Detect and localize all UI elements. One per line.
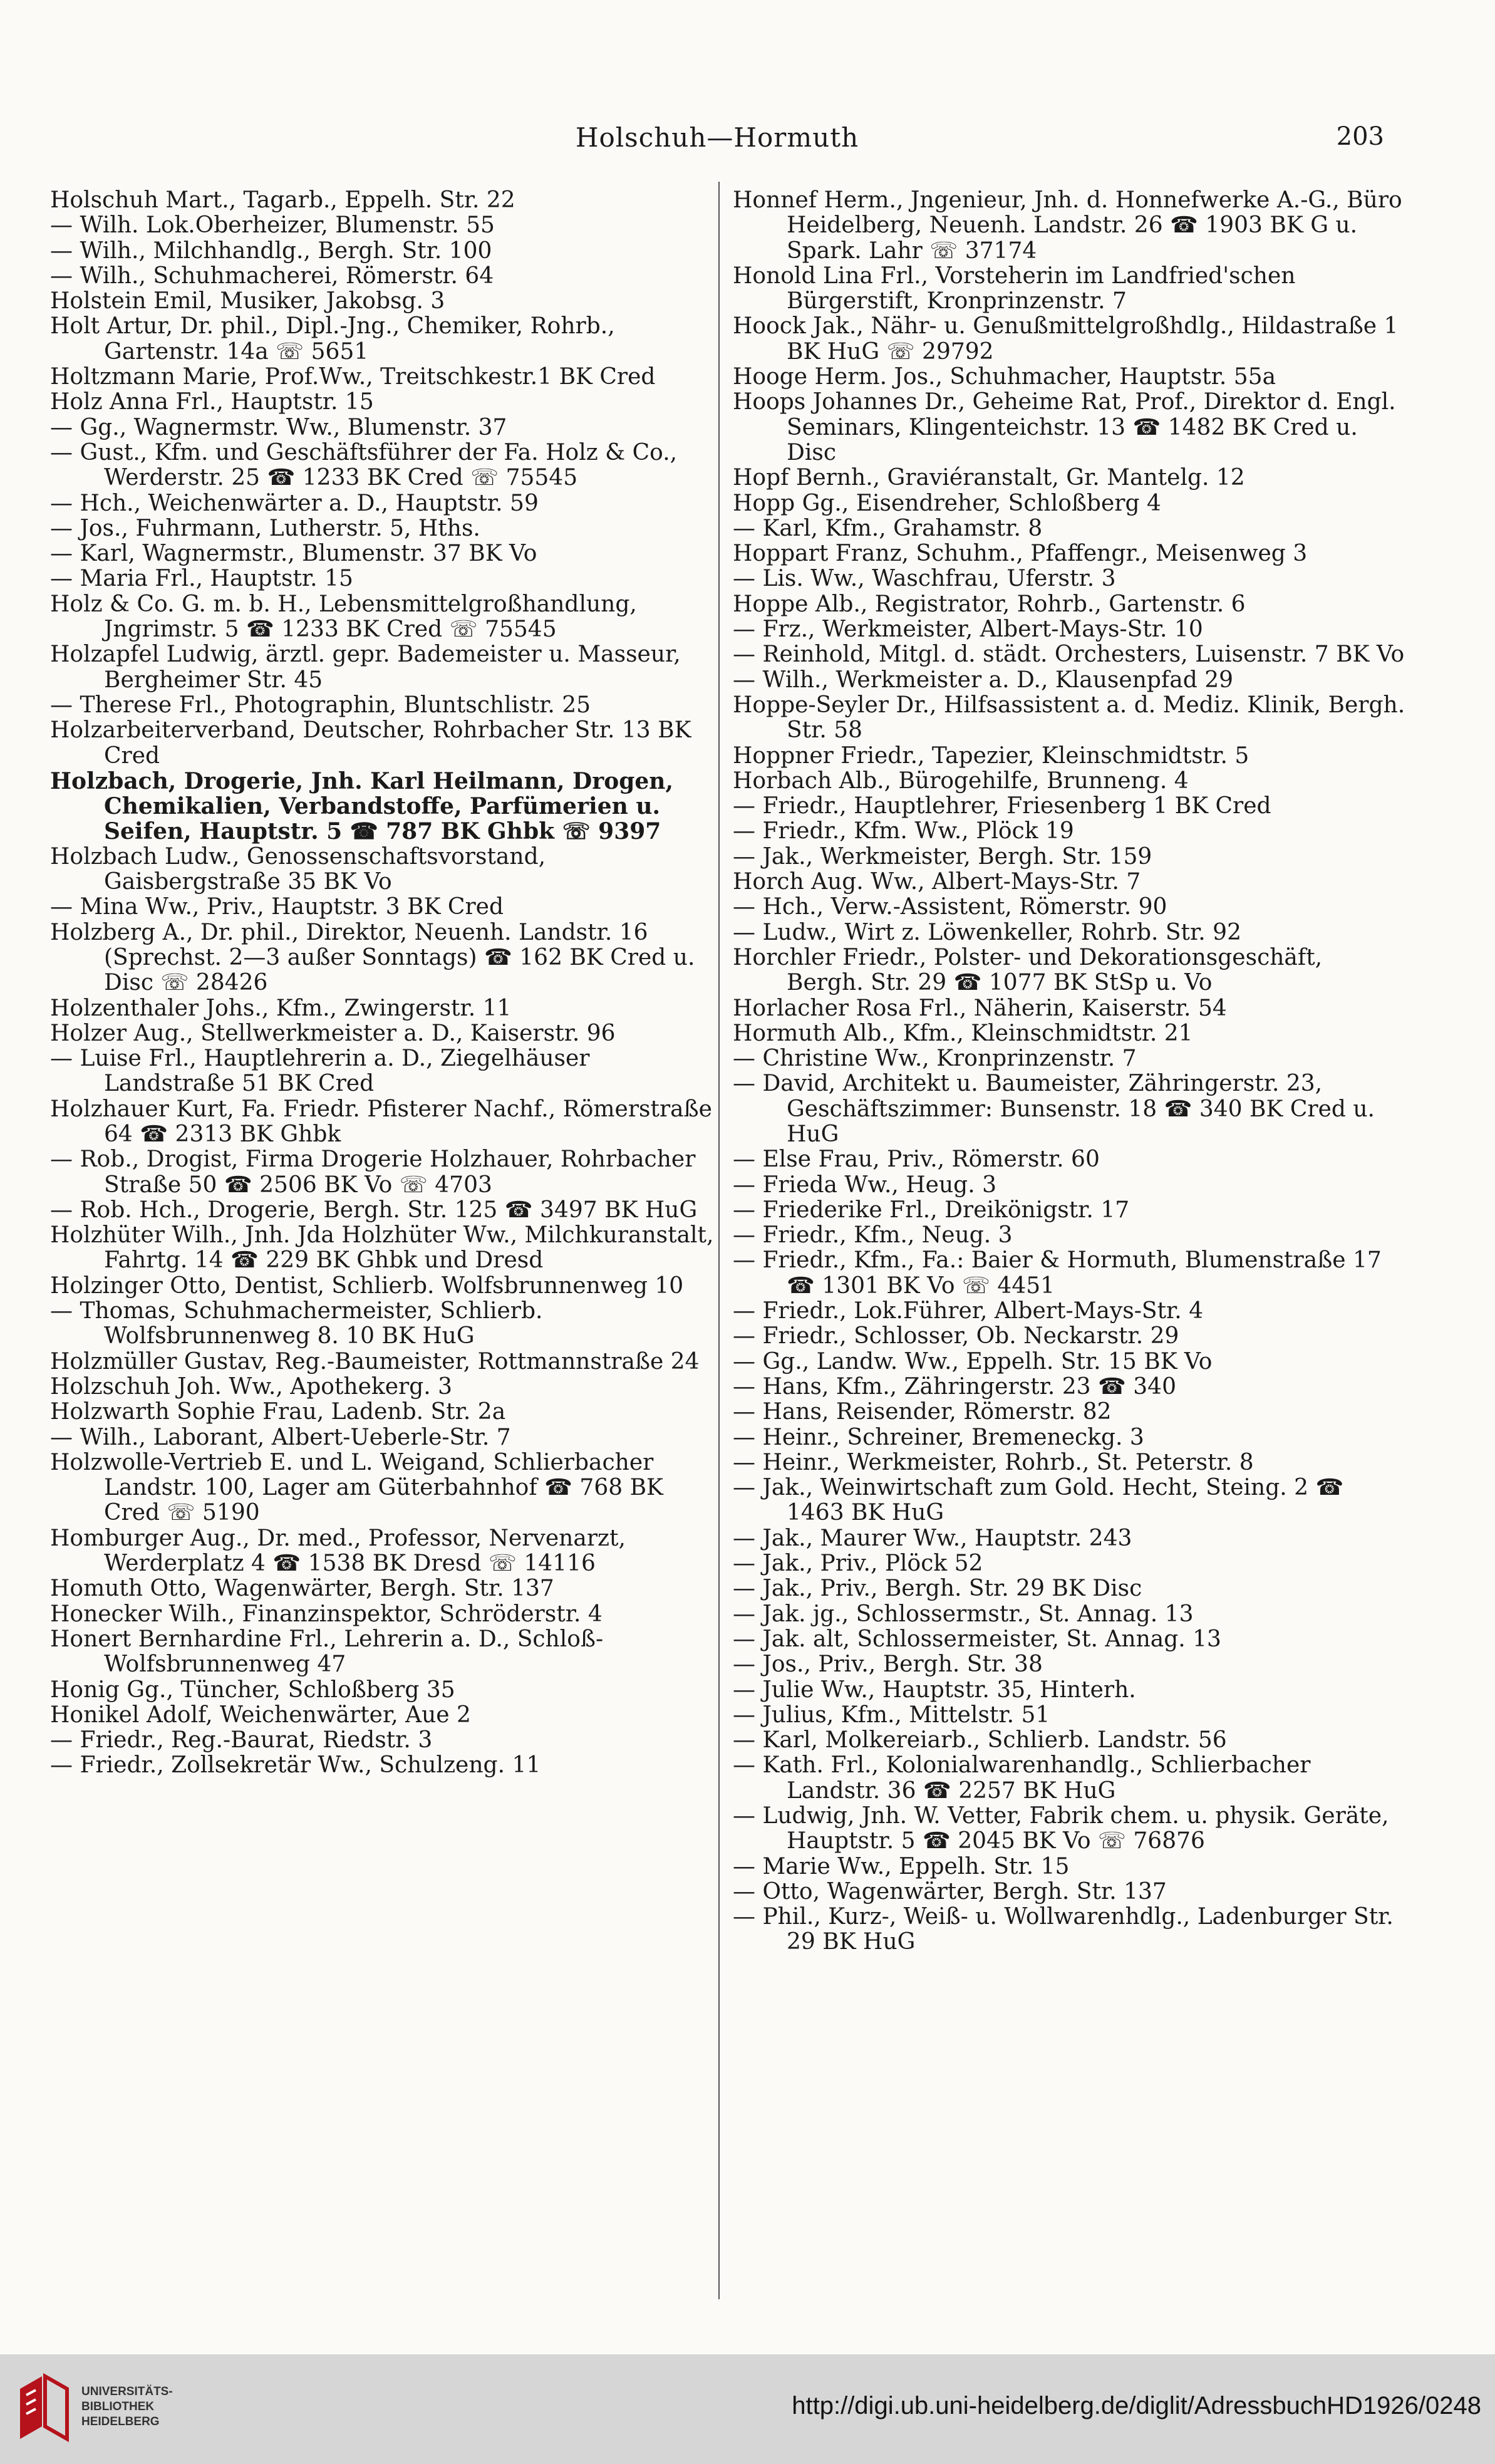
directory-entry: — Friedr., Kfm., Neug. 3 bbox=[733, 1222, 1013, 1249]
directory-entry: — Julie Ww., Hauptstr. 35, Hinterh. bbox=[733, 1676, 1136, 1703]
directory-entry: Holt Artur, Dr. phil., Dipl.-Jng., Chemiker, Rohrb., Gartenstr. 14a ☏ 5651 bbox=[50, 313, 615, 365]
directory-entry: — Ludwig, Jnh. W. Vetter, Fabrik chem. u. physik. Geräte, Hauptstr. 5 ☎ 2045 BK Vo ☏ 76876 bbox=[733, 1803, 1389, 1854]
directory-entry: Hoppner Friedr., Tapezier, Kleinschmidtstr. 5 bbox=[733, 742, 1249, 769]
page-number: 203 bbox=[1336, 122, 1384, 151]
directory-entry: Hopf Bernh., Graviéranstalt, Gr. Mantelg. 12 bbox=[733, 465, 1245, 491]
directory-entry: — Friedr., Reg.-Baurat, Riedstr. 3 bbox=[50, 1727, 433, 1754]
directory-entry: — Friedr., Zollsekretär Ww., Schulzeng. 11 bbox=[50, 1752, 541, 1779]
directory-entry: Holstein Emil, Musiker, Jakobsg. 3 bbox=[50, 288, 445, 314]
running-title: Holschuh—Hormuth bbox=[575, 122, 859, 153]
directory-entry: Holtzmann Marie, Prof.Ww., Treitschkestr.1 BK Cred bbox=[50, 364, 656, 390]
source-url[interactable]: http://digi.ub.uni-heidelberg.de/diglit/AdressbuchHD1926/0248 bbox=[792, 2392, 1481, 2420]
directory-entry: Holzapfel Ludwig, ärztl. gepr. Bademeister u. Masseur, Bergheimer Str. 45 bbox=[50, 642, 681, 693]
directory-entry: Holzer Aug., Stellwerkmeister a. D., Kaiserstr. 96 bbox=[50, 1020, 616, 1046]
directory-entry: — Jak., Weinwirtschaft zum Gold. Hecht, Steing. 2 ☎ 1463 BK HuG bbox=[733, 1475, 1344, 1526]
directory-entry: Holzenthaler Johs., Kfm., Zwingerstr. 11 bbox=[50, 995, 512, 1021]
directory-entry: Hormuth Alb., Kfm., Kleinschmidtstr. 21 bbox=[733, 1020, 1193, 1046]
directory-entry: — Hans, Reisender, Römerstr. 82 bbox=[733, 1399, 1112, 1425]
directory-entry: — Luise Frl., Hauptlehrerin a. D., Ziegelhäuser Landstraße 51 BK Cred bbox=[50, 1046, 590, 1097]
directory-entry: Hoppart Franz, Schuhm., Pfaffengr., Meisenweg 3 bbox=[733, 541, 1308, 567]
directory-entry: — Jos., Priv., Bergh. Str. 38 bbox=[733, 1651, 1043, 1678]
directory-entry: — Friedr., Hauptlehrer, Friesenberg 1 BK Cred bbox=[733, 793, 1271, 819]
directory-entry: — Friedr., Schlosser, Ob. Neckarstr. 29 bbox=[733, 1323, 1179, 1349]
directory-entry: — Marie Ww., Eppelh. Str. 15 bbox=[733, 1853, 1070, 1879]
directory-entry: — Gg., Wagnermstr. Ww., Blumenstr. 37 bbox=[50, 414, 507, 440]
directory-entry: — Lis. Ww., Waschfrau, Uferstr. 3 bbox=[733, 566, 1116, 592]
directory-entry: — Wilh., Laborant, Albert-Ueberle-Str. 7 bbox=[50, 1424, 511, 1450]
directory-entry: — Rob., Drogist, Firma Drogerie Holzhauer, Rohrbacher Straße 50 ☎ 2506 BK Vo ☏ 4703 bbox=[50, 1146, 696, 1198]
library-name: UNIVERSITÄTS- BIBLIOTHEK HEIDELBERG bbox=[81, 2385, 173, 2428]
directory-entry: Holzbach, Drogerie, Jnh. Karl Heilmann, Drogen, Chemikalien, Verbandstoffe, Parfümerien u. Seifen, Hauptstr. 5 ☎ 787 BK Ghbk ☏ 9397 bbox=[50, 767, 674, 845]
directory-entry: Hoppe-Seyler Dr., Hilfsassistent a. d. Mediz. Klinik, Bergh. Str. 58 bbox=[733, 692, 1405, 744]
directory-entry: Holz & Co. G. m. b. H., Lebensmittelgroßhandlung, Jngrimstr. 5 ☎ 1233 BK Cred ☏ 75545 bbox=[50, 591, 637, 643]
directory-entry: — Ludw., Wirt z. Löwenkeller, Rohrb. Str. 92 bbox=[733, 919, 1241, 945]
directory-entry: — Jak., Priv., Bergh. Str. 29 BK Disc bbox=[733, 1576, 1142, 1602]
directory-entry: — Frieda Ww., Heug. 3 bbox=[733, 1172, 996, 1198]
directory-entry: — Reinhold, Mitgl. d. städt. Orchesters, Luisenstr. 7 BK Vo bbox=[733, 642, 1405, 668]
directory-entry: — Friederike Frl., Dreikönigstr. 17 bbox=[733, 1197, 1130, 1223]
directory-entry: — Heinr., Schreiner, Bremeneckg. 3 bbox=[733, 1424, 1144, 1450]
directory-entry: — David, Architekt u. Baumeister, Zähringerstr. 23, Geschäftszimmer: Bunsenstr. 18 ☎ 340 BK Cred u. HuG bbox=[733, 1071, 1375, 1147]
directory-entry: Holzinger Otto, Dentist, Schlierb. Wolfsbrunnenweg 10 bbox=[50, 1272, 684, 1299]
directory-entry: — Kath. Frl., Kolonialwarenhandlg., Schlierbacher Landstr. 36 ☎ 2257 BK HuG bbox=[733, 1752, 1311, 1804]
directory-entry: — Jos., Fuhrmann, Lutherstr. 5, Hths. bbox=[50, 515, 480, 541]
directory-entry: Holz Anna Frl., Hauptstr. 15 bbox=[50, 389, 374, 415]
directory-entry: Holzschuh Joh. Ww., Apothekerg. 3 bbox=[50, 1373, 453, 1400]
directory-entry: — Phil., Kurz-, Weiß- u. Wollwarenhdlg., Ladenburger Str. 29 BK HuG bbox=[733, 1904, 1394, 1955]
directory-entry: Holzwarth Sophie Frau, Ladenb. Str. 2a bbox=[50, 1399, 506, 1425]
directory-entry: Honold Lina Frl., Vorsteherin im Landfried'schen Bürgerstift, Kronprinzenstr. 7 bbox=[733, 263, 1296, 314]
directory-entry: Hooge Herm. Jos., Schuhmacher, Hauptstr. 55a bbox=[733, 364, 1276, 390]
directory-entry: — Else Frau, Priv., Römerstr. 60 bbox=[733, 1146, 1100, 1173]
directory-entry: Horlacher Rosa Frl., Näherin, Kaiserstr. 54 bbox=[733, 995, 1227, 1021]
directory-entry: — Mina Ww., Priv., Hauptstr. 3 BK Cred bbox=[50, 894, 504, 920]
directory-entry: — Karl, Molkereiarb., Schlierb. Landstr. 56 bbox=[733, 1727, 1227, 1754]
directory-entry: — Wilh. Lok.Oberheizer, Blumenstr. 55 bbox=[50, 212, 495, 239]
directory-entry: — Jak. alt, Schlossermeister, St. Annag. 13 bbox=[733, 1626, 1221, 1652]
directory-entry: — Hch., Weichenwärter a. D., Hauptstr. 59 bbox=[50, 490, 539, 516]
directory-entry: Hopp Gg., Eisendreher, Schloßberg 4 bbox=[733, 490, 1161, 516]
directory-entry: — Wilh., Milchhandlg., Bergh. Str. 100 bbox=[50, 237, 492, 264]
directory-entry: — Wilh., Werkmeister a. D., Klausenpfad 29 bbox=[733, 667, 1234, 693]
directory-entry: Holzwolle-Vertrieb E. und L. Weigand, Schlierbacher Landstr. 100, Lager am Güterbahnhof ☎ 768 BK Cred ☏ 5190 bbox=[50, 1449, 663, 1526]
directory-entry: Honnef Herm., Jngenieur, Jnh. d. Honnefwerke A.-G., Büro Heidelberg, Neuenh. Landstr. 26 ☎ 1903 BK G u. Spark. Lahr ☏ 37174 bbox=[733, 187, 1402, 264]
left-column bbox=[50, 188, 714, 1779]
directory-entry: Homuth Otto, Wagenwärter, Bergh. Str. 137 bbox=[50, 1576, 554, 1602]
directory-entry: — Thomas, Schuhmachermeister, Schlierb. Wolfsbrunnenweg 8. 10 BK HuG bbox=[50, 1298, 543, 1349]
directory-entry: Homburger Aug., Dr. med., Professor, Nervenarzt, Werderplatz 4 ☎ 1538 BK Dresd ☏ 14116 bbox=[50, 1525, 626, 1577]
directory-entry: Holschuh Mart., Tagarb., Eppelh. Str. 22 bbox=[50, 187, 515, 213]
directory-entry: Holzbach Ludw., Genossenschaftsvorstand, Gaisbergstraße 35 BK Vo bbox=[50, 843, 546, 895]
directory-entry: — Friedr., Kfm. Ww., Plöck 19 bbox=[733, 818, 1074, 845]
directory-entry: Holzarbeiterverband, Deutscher, Rohrbacher Str. 13 BK Cred bbox=[50, 717, 691, 769]
directory-entry: Horch Aug. Ww., Albert-Mays-Str. 7 bbox=[733, 869, 1141, 895]
directory-entry: — Karl, Kfm., Grahamstr. 8 bbox=[733, 515, 1043, 541]
directory-entry: — Otto, Wagenwärter, Bergh. Str. 137 bbox=[733, 1878, 1167, 1905]
directory-entry: — Maria Frl., Hauptstr. 15 bbox=[50, 566, 353, 592]
column-divider bbox=[718, 182, 720, 2299]
directory-entry: — Heinr., Werkmeister, Rohrb., St. Peterstr. 8 bbox=[733, 1449, 1254, 1475]
directory-entry: Hoppe Alb., Registrator, Rohrb., Gartenstr. 6 bbox=[733, 591, 1246, 617]
footer-bar bbox=[0, 2354, 1495, 2464]
directory-entry: Honert Bernhardine Frl., Lehrerin a. D., Schloß-Wolfsbrunnenweg 47 bbox=[50, 1626, 604, 1678]
directory-entry: Honig Gg., Tüncher, Schloßberg 35 bbox=[50, 1676, 455, 1703]
directory-entry: — Frz., Werkmeister, Albert-Mays-Str. 10 bbox=[733, 616, 1203, 643]
right-column bbox=[733, 188, 1406, 1955]
directory-entry: — Jak. jg., Schlossermstr., St. Annag. 13 bbox=[733, 1601, 1194, 1627]
directory-entry: — Hch., Verw.-Assistent, Römerstr. 90 bbox=[733, 894, 1167, 920]
directory-entry: Honecker Wilh., Finanzinspektor, Schröderstr. 4 bbox=[50, 1601, 603, 1627]
directory-entry: Holzhauer Kurt, Fa. Friedr. Pfisterer Nachf., Römerstraße 64 ☎ 2313 BK Ghbk bbox=[50, 1096, 712, 1147]
directory-entry: — Friedr., Lok.Führer, Albert-Mays-Str. 4 bbox=[733, 1298, 1204, 1324]
directory-entry: — Gg., Landw. Ww., Eppelh. Str. 15 BK Vo bbox=[733, 1348, 1213, 1375]
directory-entry: — Christine Ww., Kronprinzenstr. 7 bbox=[733, 1046, 1137, 1072]
directory-entry: — Gust., Kfm. und Geschäftsführer der Fa. Holz & Co., Werderstr. 25 ☎ 1233 BK Cred ☏ 75545 bbox=[50, 439, 678, 491]
directory-entry: Honikel Adolf, Weichenwärter, Aue 2 bbox=[50, 1702, 471, 1728]
directory-entry: Hoock Jak., Nähr- u. Genußmittelgroßhdlg., Hildastraße 1 BK HuG ☏ 29792 bbox=[733, 313, 1399, 365]
directory-entry: Holzmüller Gustav, Reg.-Baumeister, Rottmannstraße 24 bbox=[50, 1348, 700, 1375]
directory-entry: Holzberg A., Dr. phil., Direktor, Neuenh. Landstr. 16 (Sprechst. 2—3 außer Sonntags) ☎ 162 BK Cred u. Disc ☏ 28426 bbox=[50, 919, 695, 996]
directory-entry: — Jak., Priv., Plöck 52 bbox=[733, 1551, 983, 1577]
directory-entry: — Wilh., Schuhmacherei, Römerstr. 64 bbox=[50, 263, 494, 289]
directory-entry: — Julius, Kfm., Mittelstr. 51 bbox=[733, 1702, 1050, 1728]
directory-entry: Holzhüter Wilh., Jnh. Jda Holzhüter Ww., Milchkuranstalt, Fahrtg. 14 ☎ 229 BK Ghbk und Dresd bbox=[50, 1222, 714, 1274]
directory-entry: — Jak., Werkmeister, Bergh. Str. 159 bbox=[733, 843, 1152, 870]
library-logo-icon bbox=[14, 2370, 73, 2445]
directory-entry: — Rob. Hch., Drogerie, Bergh. Str. 125 ☎ 3497 BK HuG bbox=[50, 1197, 698, 1223]
directory-entry: — Karl, Wagnermstr., Blumenstr. 37 BK Vo bbox=[50, 541, 537, 567]
directory-entry: Horbach Alb., Bürogehilfe, Brunneng. 4 bbox=[733, 767, 1189, 794]
directory-entry: Horchler Friedr., Polster- und Dekorationsgeschäft, Bergh. Str. 29 ☎ 1077 BK StSp u. Vo bbox=[733, 944, 1323, 996]
directory-entry: — Therese Frl., Photographin, Bluntschlistr. 25 bbox=[50, 692, 591, 718]
directory-entry: — Friedr., Kfm., Fa.: Baier & Hormuth, Blumenstraße 17 ☎ 1301 BK Vo ☏ 4451 bbox=[733, 1247, 1382, 1299]
directory-entry: — Hans, Kfm., Zähringerstr. 23 ☎ 340 bbox=[733, 1373, 1176, 1400]
directory-entry: Hoops Johannes Dr., Geheime Rat, Prof., Direktor d. Engl. Seminars, Klingenteichstr. 13 ☎ 1482 BK Cred u. Disc bbox=[733, 389, 1396, 465]
directory-entry: — Jak., Maurer Ww., Hauptstr. 243 bbox=[733, 1525, 1132, 1551]
page-header bbox=[50, 122, 1384, 160]
